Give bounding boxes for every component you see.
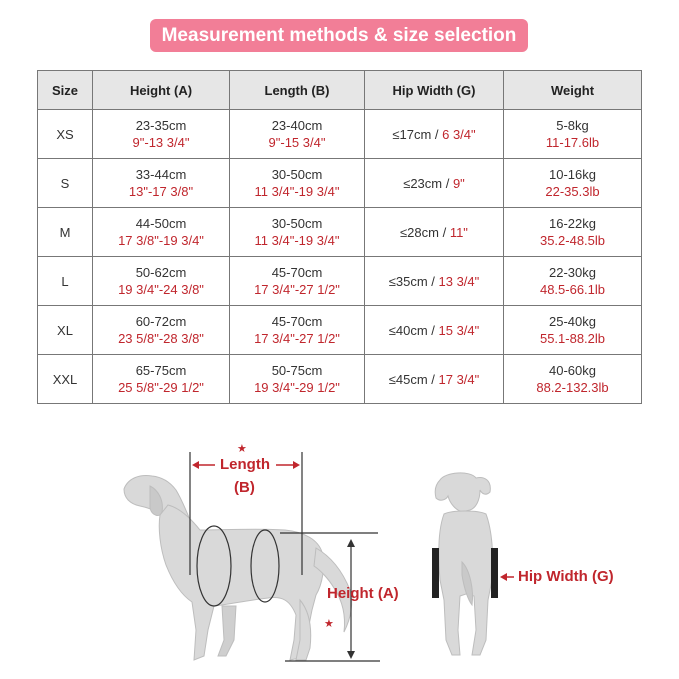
length-metric: 45-70cm (271, 265, 323, 280)
height-imperial: 23 5/8"-28 3/8" (118, 331, 204, 346)
header-size: Size (38, 71, 93, 110)
header-length: Length (B) (230, 71, 365, 110)
size-label: XXL (52, 371, 78, 387)
weight-imperial: 22-35.3lb (545, 184, 600, 199)
length-imperial: 19 3/4"-29 1/2" (254, 380, 340, 395)
weight-metric: 22-30kg (549, 265, 596, 280)
height-imperial: 19 3/4"-24 3/8" (118, 282, 204, 297)
length-imperial: 9"-15 3/4" (268, 135, 326, 150)
height-metric: 44-50cm (135, 216, 187, 231)
header-hip-width: Hip Width (G) (365, 71, 504, 110)
height-imperial: 13"-17 3/8" (128, 184, 194, 199)
size-label: S (60, 175, 70, 191)
height-imperial: 25 5/8"-29 1/2" (118, 380, 204, 395)
height-imperial: 9"-13 3/4" (132, 135, 190, 150)
hip-left-bar (432, 548, 439, 598)
weight-metric: 40-60kg (549, 363, 596, 378)
weight-imperial: 55.1-88.2lb (539, 331, 606, 346)
hip-right-bar (491, 548, 498, 598)
height-metric: 33-44cm (135, 167, 187, 182)
hip-imperial: 15 3/4" (438, 322, 480, 338)
dog-side-view (124, 476, 352, 660)
length-metric: 45-70cm (271, 314, 323, 329)
hip-imperial: 17 3/4" (438, 371, 480, 387)
weight-metric: 16-22kg (549, 216, 596, 231)
length-code-label: (B) (234, 479, 255, 496)
length-label: Length (220, 456, 270, 473)
weight-metric: 25-40kg (549, 314, 596, 329)
weight-imperial: 35.2-48.5lb (539, 233, 606, 248)
hip-imperial: 9" (452, 175, 465, 191)
length-metric: 30-50cm (271, 216, 323, 231)
hip-imperial: 13 3/4" (438, 273, 480, 289)
weight-imperial: 88.2-132.3lb (536, 380, 609, 395)
height-metric: 65-75cm (135, 363, 187, 378)
weight-imperial: 11-17.6lb (545, 135, 600, 150)
weight-metric: 5-8kg (556, 118, 589, 133)
length-imperial: 11 3/4"-19 3/4" (254, 233, 340, 248)
length-imperial: 11 3/4"-19 3/4" (254, 184, 340, 199)
hip-imperial: 11" (449, 224, 468, 240)
hip-width-label: Hip Width (G) (518, 568, 614, 585)
hip-metric: ≤40cm / (388, 322, 439, 338)
hip-metric: ≤45cm / (388, 371, 439, 387)
length-metric: 30-50cm (271, 167, 323, 182)
page-title: Measurement methods & size selection (150, 19, 528, 52)
size-label: M (59, 224, 71, 240)
size-label: L (61, 273, 69, 289)
length-imperial: 17 3/4"-27 1/2" (254, 282, 340, 297)
height-metric: 23-35cm (135, 118, 187, 133)
hip-metric: ≤35cm / (388, 273, 439, 289)
star-marker-height: ★ (324, 617, 334, 630)
length-metric: 50-75cm (271, 363, 323, 378)
star-marker-length: ★ (237, 442, 247, 455)
dog-front-view (435, 473, 493, 655)
height-metric: 50-62cm (135, 265, 187, 280)
header-weight: Weight (504, 71, 642, 110)
size-label: XL (57, 322, 73, 338)
weight-metric: 10-16kg (549, 167, 596, 182)
header-height: Height (A) (93, 71, 230, 110)
length-imperial: 17 3/4"-27 1/2" (254, 331, 340, 346)
height-imperial: 17 3/8"-19 3/4" (118, 233, 204, 248)
weight-imperial: 48.5-66.1lb (539, 282, 606, 297)
length-metric: 23-40cm (271, 118, 323, 133)
hip-metric: ≤23cm / (403, 175, 453, 191)
hip-metric: ≤17cm / (392, 126, 443, 142)
height-label: Height (A) (327, 585, 399, 602)
height-metric: 60-72cm (135, 314, 187, 329)
hip-imperial: 6 3/4" (442, 126, 476, 142)
size-label: XS (56, 126, 74, 142)
hip-metric: ≤28cm / (400, 224, 450, 240)
